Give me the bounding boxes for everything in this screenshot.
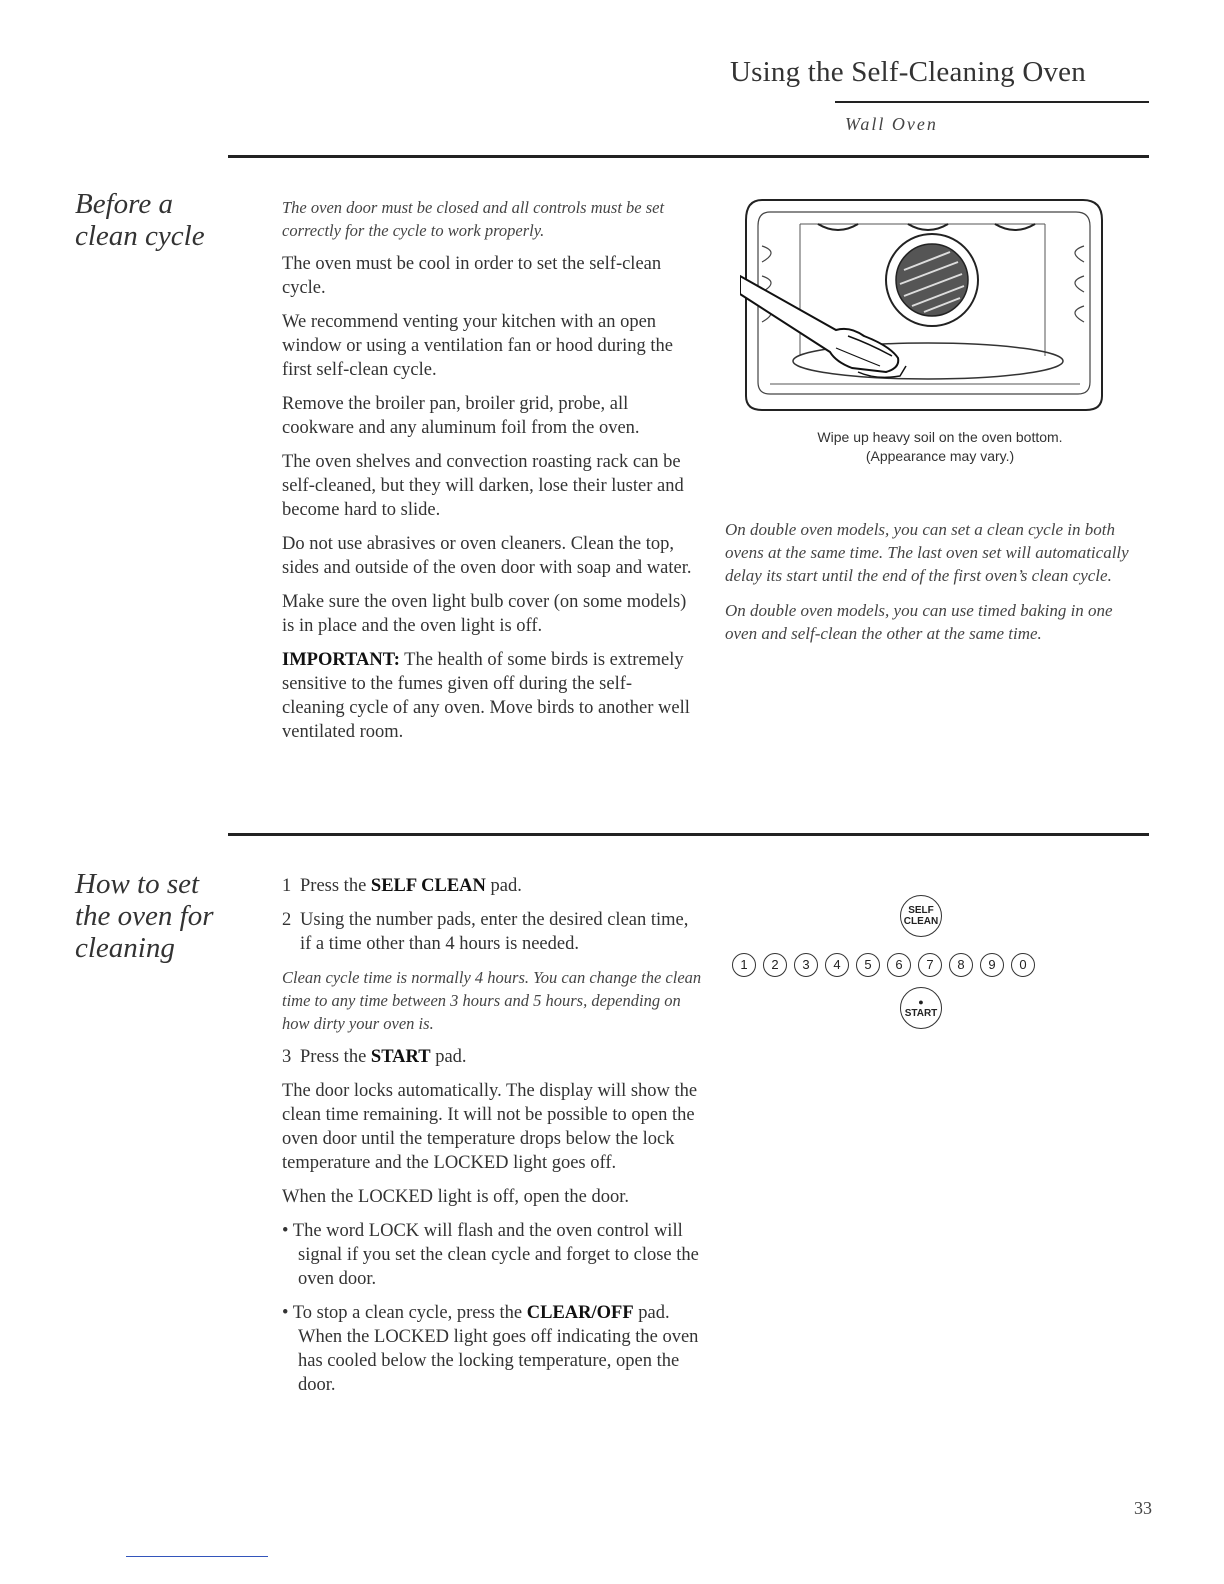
step-number: 2 [282, 910, 292, 930]
header-rule [835, 101, 1149, 103]
side-note: On double oven models, you can set a clean cycle in both ovens at the same time. The last oven set will automatically delay its start until the end of the first oven’s clean cycle. [725, 520, 1129, 585]
clean-time-note: Clean cycle time is normally 4 hours. You can change the clean time to any time between 3 hours and 5 hours, depending on how dirty your oven is. [282, 968, 702, 1033]
important-paragraph [282, 648, 694, 744]
paragraph: When the LOCKED light is off, open the door. [282, 1187, 629, 1207]
self-clean-pad[interactable] [900, 895, 942, 937]
control-keypad [730, 885, 1110, 1035]
number-pad-9[interactable]: 9 [980, 953, 1004, 977]
important-label: IMPORTANT: [282, 650, 400, 670]
caption-line: Wipe up heavy soil on the oven bottom. [817, 429, 1063, 445]
bullet-item [282, 1301, 702, 1397]
oven-illustration [740, 196, 1105, 416]
number-pad-7[interactable]: 7 [918, 953, 942, 977]
oven-wipe-icon [740, 196, 1105, 416]
paragraph: We recommend venting your kitchen with an open window or using a ventilation fan or hood during the first self-clean cycle. [282, 312, 674, 380]
section-title-how-to-set [75, 868, 255, 964]
section-rule [228, 155, 1149, 158]
start-pad-label: START [904, 1008, 938, 1019]
paragraph: Make sure the oven light bulb cover (on some models) is in place and the oven light is off. [282, 592, 687, 636]
step-text: pad. [430, 1047, 467, 1067]
self-clean-pad-label: SELF [908, 905, 934, 916]
step-text: Press the [300, 1047, 371, 1067]
number-pad-8[interactable]: 8 [949, 953, 973, 977]
paragraph: Remove the broiler pan, broiler grid, probe, all cookware and any aluminum foil from the oven. [282, 394, 640, 438]
paragraph: The oven shelves and convection roasting rack can be self-cleaned, but they will darken, lose their luster and become hard to slide. [282, 452, 684, 520]
step-pad-name: SELF CLEAN [370, 876, 486, 896]
bullet-text: • To stop a clean cycle, press the [282, 1303, 527, 1323]
step-2 [282, 908, 702, 956]
section-title-line: the oven for [75, 900, 214, 932]
step-text: Using the number pads, enter the desired clean time, if a time other than 4 hours is needed. [300, 910, 689, 954]
how-to-set-text [282, 874, 702, 1407]
section-title-line: How to set [75, 868, 200, 900]
bullet-item: • The word LOCK will flash and the oven control will signal if you set the clean cycle and forget to close the oven door. [282, 1221, 699, 1289]
start-indicator-icon: ● [918, 997, 924, 1007]
number-pad-1[interactable]: 1 [732, 953, 756, 977]
section-rule [228, 833, 1149, 836]
step-1 [282, 874, 702, 898]
number-pad-5[interactable]: 5 [856, 953, 880, 977]
number-pad-3[interactable]: 3 [794, 953, 818, 977]
bullet-pad-name: CLEAR/OFF [526, 1303, 634, 1323]
page-number: 33 [1134, 1498, 1152, 1518]
page-title: Using the Self-Cleaning Oven [730, 56, 1086, 88]
before-clean-text [282, 196, 694, 754]
section-title-line: clean cycle [75, 220, 205, 252]
number-pad-6[interactable]: 6 [887, 953, 911, 977]
important-text: The health of some birds is extremely sensitive to the fumes given off during the self-cleaning cycle of any oven. Move birds to another well ventilated room. [282, 650, 690, 742]
number-pad-0[interactable]: 0 [1011, 953, 1035, 977]
step-number: 1 [282, 876, 292, 896]
step-3 [282, 1045, 702, 1069]
section-title-before-clean [75, 188, 255, 252]
step-text: Press the [300, 876, 371, 896]
number-pad-2[interactable]: 2 [763, 953, 787, 977]
number-pad-4[interactable]: 4 [825, 953, 849, 977]
page-subtitle: Wall Oven [845, 114, 938, 134]
paragraph: The door locks automatically. The display will show the clean time remaining. It will not be possible to open the oven door until the temperature drops below the lock temperature and the LOCKED light goes off. [282, 1081, 698, 1173]
bullet-text: pad. When the LOCKED light goes off indicating the oven has cooled below the locking temperature, open the door. [298, 1303, 699, 1395]
footer-link-line [126, 1556, 268, 1557]
caption-line: (Appearance may vary.) [865, 448, 1015, 464]
paragraph: Do not use abrasives or oven cleaners. Clean the top, sides and outside of the oven door with soap and water. [282, 534, 692, 578]
step-number: 3 [282, 1047, 292, 1067]
section-title-line: cleaning [75, 932, 175, 964]
section-title-line: Before a [75, 188, 173, 220]
side-note: On double oven models, you can use timed baking in one oven and self-clean the other at the same time. [725, 601, 1113, 643]
double-oven-notes [725, 518, 1145, 657]
intro-note: The oven door must be closed and all controls must be set correctly for the cycle to work properly. [282, 198, 665, 240]
paragraph: The oven must be cool in order to set the self-clean cycle. [282, 254, 662, 298]
step-pad-name: START [370, 1047, 431, 1067]
self-clean-pad-label: CLEAN [903, 916, 939, 927]
start-pad[interactable] [900, 987, 942, 1029]
step-text: pad. [485, 876, 522, 896]
illustration-caption [760, 428, 1120, 466]
